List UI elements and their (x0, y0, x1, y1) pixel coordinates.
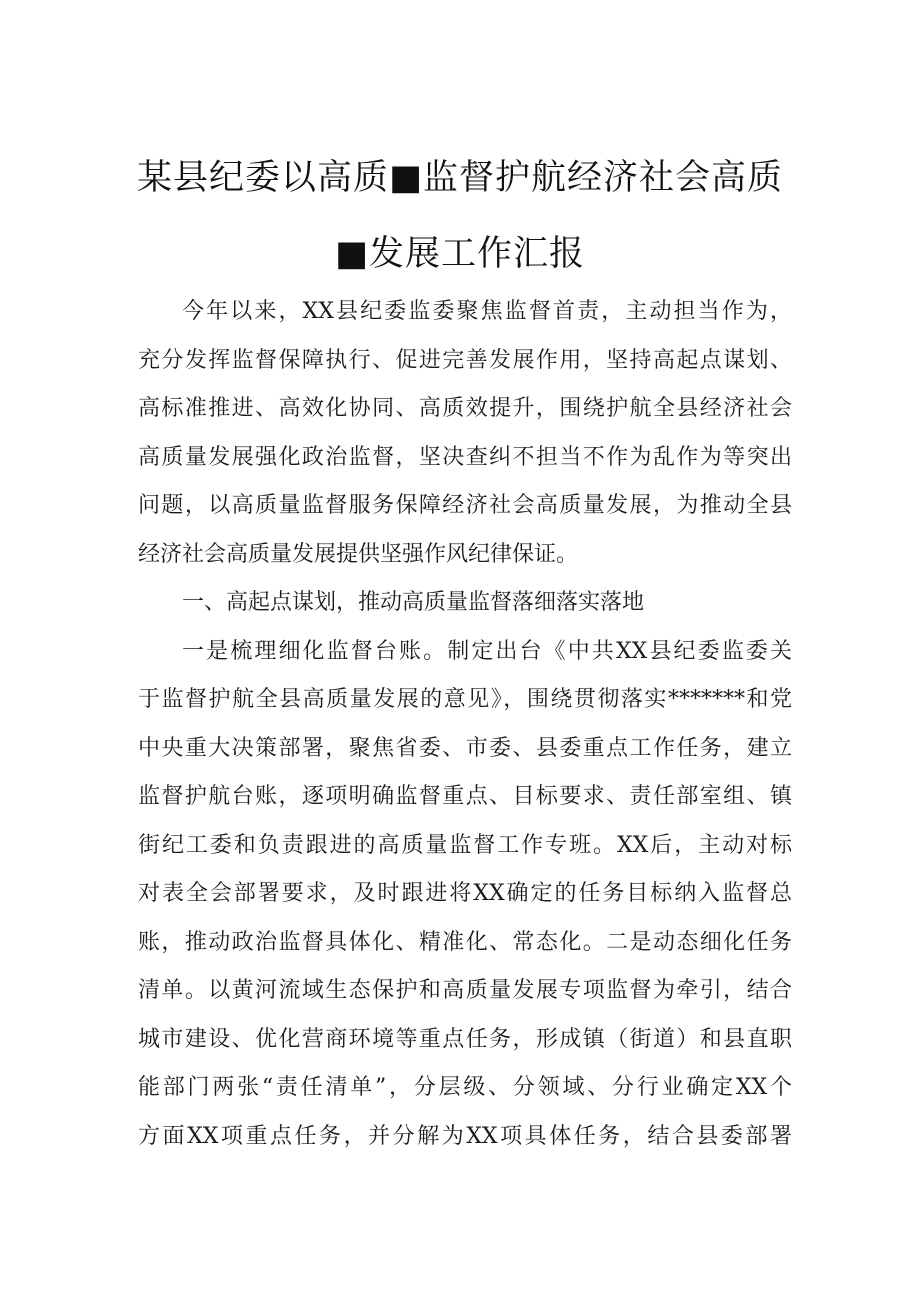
paragraph-section-1-body (138, 628, 792, 1162)
text-line: 方面XX项重点任务，并分解为XX项具体任务，结合县委部署 (138, 1123, 792, 1149)
text-line: 一是梳理细化监督台账。制定出台《中共XX县纪委监委关 (182, 638, 792, 664)
text-line: 充分发挥监督保障执行、促进完善发展作用，坚持高起点谋划、 (138, 347, 792, 373)
text-line: 监督护航台账，逐项明确监督重点、目标要求、责任部室组、镇 (138, 784, 792, 809)
text-line: 今年以来，XX县纪委监委聚焦监督首责，主动担当作为， (182, 299, 792, 324)
document-title-line-2: ■发展工作汇报 (334, 234, 586, 274)
text-line: 高标准推进、高效化协同、高质效提升，围绕护航全县经济社会 (138, 396, 792, 421)
text-line: 一、高起点谋划，推动高质量监督落细落实落地 (182, 590, 645, 615)
document-body (138, 288, 792, 1161)
text-line: 高质量发展强化政治监督，坚决查纠不担当不作为乱作为等突出 (138, 444, 792, 470)
text-line: 城市建设、优化营商环境等重点任务，形成镇（街道）和县直职 (138, 1026, 792, 1052)
text-line: 清单。以黄河流域生态保护和高质量发展专项监督为牵引，结合 (138, 978, 792, 1003)
paragraph-intro (138, 288, 792, 579)
text-line: 账，推动政治监督具体化、精准化、常态化。二是动态细化任务 (138, 929, 792, 955)
text-line: 经济社会高质量发展提供坚强作风纪律保证。 (138, 541, 579, 567)
text-line: 街纪工委和负责跟进的高质量监督工作专班。XX后，主动对标 (138, 832, 792, 858)
document-title-line-1: 某县纪委以高质■监督护航经济社会高质 (136, 158, 784, 198)
text-line: 对表全会部署要求，及时跟进将XX确定的任务目标纳入监督总 (138, 881, 792, 906)
text-line: 能部门两张“责任清单”，分层级、分领域、分行业确定XX个 (138, 1075, 792, 1100)
text-line: 中央重大决策部署，聚焦省委、市委、县委重点工作任务，建立 (138, 735, 792, 761)
text-line: 问题，以高质量监督服务保障经济社会高质量发展，为推动全县 (138, 493, 792, 518)
section-heading-1 (138, 579, 792, 628)
text-line: 于监督护航全县高质量发展的意见》，围绕贯彻落实*******和党 (138, 687, 792, 712)
